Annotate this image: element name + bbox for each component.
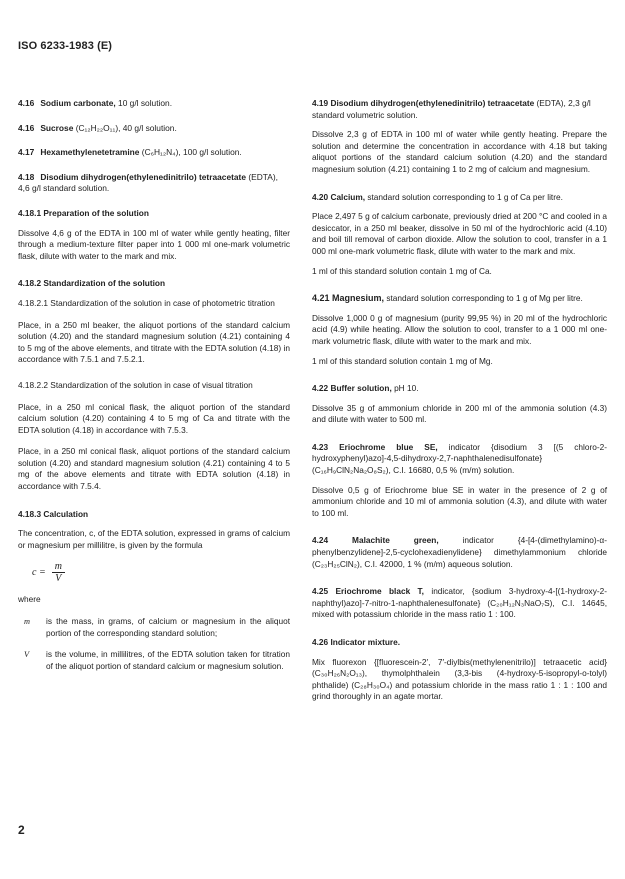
definition-v	[18, 649, 290, 672]
section-4-19	[312, 98, 607, 176]
section-text: (C₆H₁₂N₄), 100 g/l solution.	[139, 147, 242, 158]
definition-text: is the mass, in grams, of calcium or magnesium in the aliquot portion of the corresponding standard solution;	[46, 616, 290, 638]
section-title: Sodium carbonate,	[40, 98, 116, 108]
paragraph: Dissolve 2,3 g of EDTA in 100 ml of water while gently heating. Prepare the solution and determine the concentration in accordance with 4.18 but taking aliquot portions of the standard calcium solution (4.20) and the standard magnesium solution (4.21) containing 1 to 2 mg of calcium and magnesium.	[312, 129, 607, 174]
formula-lhs: c =	[32, 567, 46, 579]
paragraph: 1 ml of this standard solution contain 1 mg of Ca.	[312, 265, 492, 276]
formula	[32, 561, 290, 584]
paragraph: 1 ml of this standard solution contain 1 mg of Mg.	[312, 355, 493, 366]
section-heading	[312, 383, 607, 395]
section-4-15	[18, 98, 290, 110]
section-4-23	[312, 442, 607, 520]
section-title: 4.20 Calcium,	[312, 191, 366, 202]
section-text: standard solution corresponding to 1 g of Mg per litre.	[384, 293, 583, 304]
section-heading	[312, 535, 607, 570]
section-number: 4.18	[18, 171, 35, 182]
paragraph: The concentration, c, of the EDTA solution, expressed in grams of calcium or magnesium per millilitre, is given by the formula	[18, 528, 290, 550]
section-heading	[312, 98, 607, 121]
paragraph: Place 2,497 5 g of calcium carbonate, previously dried at 200 °C and cooled in a desiccator, in a 250 ml beaker, dissolve in 50 ml of the hydrochloric acid (4.10) and boil till removal of carbon dioxide. Allow the solution to cool, transfer in a 1 000 ml one-mark volumetric flask, dilute with water to the mark and mix.	[312, 211, 607, 256]
page-number: 2	[18, 823, 25, 837]
section-heading: 4.18.3 Calculation	[18, 508, 89, 519]
subsection-heading: 4.18.2.2 Standardization of the solution in case of visual titration	[18, 379, 253, 390]
where-label: where	[18, 594, 41, 605]
section-heading	[312, 293, 607, 305]
document-header: ISO 6233-1983 (E)	[18, 40, 113, 52]
section-title: 4.19 Disodium dihydrogen(ethylenedinitrilo) tetraacetate	[312, 98, 535, 108]
section-number: 4.16	[18, 98, 35, 108]
section-4-21	[312, 293, 607, 367]
section-4-17	[18, 147, 290, 159]
section-4-18	[18, 172, 290, 195]
definition-symbol: m	[24, 617, 30, 627]
section-text: (C₁₂H₂₂O₁₁), 40 g/l solution.	[73, 122, 177, 133]
right-column	[312, 98, 607, 719]
section-text: indicator, {sodium 3-hydroxy-4-[(1-hydroxy-2-naphthyl)azo]-7-nitro-1-naphthalenesulfonate} (C₂₀H₁₂N₃NaO₇S), C.I. 14645, mixed with potassium chloride in the mass ratio 1 : 100.	[312, 586, 607, 620]
section-heading	[312, 442, 607, 477]
definition-symbol: V	[24, 650, 30, 660]
section-4-25	[312, 586, 607, 621]
section-title: 4.24 Malachite green,	[312, 535, 439, 546]
definition-m	[18, 616, 290, 639]
section-number: 4.16	[18, 122, 35, 133]
section-text: (EDTA), 2,3 g/l standard volumetric solution.	[312, 98, 591, 120]
section-title: Sucrose	[40, 122, 74, 133]
left-column	[18, 98, 290, 688]
section-4-22	[312, 383, 607, 426]
section-text: pH 10.	[391, 383, 419, 394]
formula-numerator: m	[52, 561, 65, 573]
subsection-heading: 4.18.2.1 Standardization of the solution in case of photometric titration	[18, 297, 275, 308]
section-title: Hexamethylenetetramine	[40, 147, 140, 158]
section-heading: 4.18.1 Preparation of the solution	[18, 207, 149, 218]
section-4-20	[312, 192, 607, 278]
paragraph: Dissolve 0,5 g of Eriochrome blue SE in water in the presence of 2 g of ammonium chloride and 10 ml of ammonia solution (4.3), and dilute with water to 100 ml.	[312, 484, 607, 518]
formula-fraction	[52, 561, 65, 584]
section-4-24	[312, 535, 607, 570]
section-heading: 4.18.2 Standardization of the solution	[18, 278, 166, 289]
paragraph: Place, in a 250 ml conical flask, the aliquot portion of the standard calcium solution (4.20) containing 4 to 5 mg of Ca and titrate with the EDTA solution (4.18) in accordance with 7.5.3.	[18, 401, 290, 435]
section-heading	[312, 586, 607, 621]
section-title: 4.21 Magnesium,	[312, 293, 385, 304]
section-heading	[312, 192, 607, 204]
paragraph: Place, in a 250 ml beaker, the aliquot portions of the standard calcium solution (4.20) and the standard magnesium solution (4.21) containing 4 to 5 mg of the above elements, and titrate with the EDTA solution (4.18) in accordance with 7.5.1 and 7.5.2.1.	[18, 319, 290, 365]
section-4-18-1	[18, 208, 290, 262]
paragraph: Dissolve 1,000 0 g of magnesium (purity 99,95 %) in 20 ml of the hydrochloric acid (4.9) while heating. Allow the solution to cool, transfer to a 1 000 ml one-mark volumetric flask, dilute with water to the mark and mix.	[312, 312, 607, 346]
formula-denominator: V	[55, 573, 62, 585]
section-4-16	[18, 123, 290, 135]
section-text: (EDTA), 4,6 g/l standard solution.	[18, 171, 278, 194]
section-text: standard solution corresponding to 1 g of Ca per litre.	[365, 191, 563, 202]
paragraph: Place, in a 250 ml conical flask, aliquot portions of the standard calcium solution (4.20) and standard magnesium solution (4.21) containing 4 to 5 mg of the above elements and titrate with EDTA solution (4.18) in accordance with 7.5.4.	[18, 446, 290, 492]
section-text: indicator {4-[4-(dimethylamino)-α-phenylbenzylidene]-2,5-cyclohexadienylidene} dimethylammonium chloride (C₂₃H₂₅ClN₂), C.I. 42000, 1 % (m/m) aqueous solution.	[312, 535, 607, 569]
paragraph: Dissolve 4,6 g of the EDTA in 100 ml of water while gently heating, filter through a medium-texture filter paper into 1 000 ml one-mark volumetric flask, dilute with water to the mark and mix.	[18, 227, 290, 261]
section-4-26	[312, 637, 607, 703]
section-title: 4.22 Buffer solution,	[312, 383, 392, 394]
section-text: 10 g/l solution.	[115, 98, 173, 108]
section-4-18-3	[18, 509, 290, 673]
section-title: 4.25 Eriochrome black T,	[312, 586, 424, 597]
section-number: 4.17	[18, 147, 35, 158]
section-4-18-2	[18, 278, 290, 492]
section-title: Disodium dihydrogen(ethylenedinitrilo) tetraacetate	[40, 171, 246, 182]
section-title: 4.26 Indicator mixture.	[312, 637, 401, 647]
paragraph: Mix fluorexon {[fluorescein-2′, 7′-diylbis(methylenenitrilo)] tetraacetic acid} (C₃₀H₂₆N₂O₁₃), thymolphthalein (3,3-bis (4-hydroxy-5-isopropyl-o-tolyl) phthalide) (C₂₈H₃₀O₄) and potassium chloride in the mass ratio 1 : 1 : 100 and grind thoroughly in an agate mortar.	[312, 656, 607, 702]
paragraph: Dissolve 35 g of ammonium chloride in 200 ml of the ammonia solution (4.3) and dilute with water to 500 ml.	[312, 402, 607, 425]
definition-text: is the volume, in millilitres, of the EDTA solution taken for titration of the aliquot portion of standard calcium or magnesium solution.	[46, 649, 290, 671]
section-heading	[312, 637, 607, 649]
section-title: 4.23 Eriochrome blue SE,	[312, 441, 438, 452]
section-text: indicator {disodium 3 [(5 chloro-2-hydroxyphenyl)azo]-4,5-dihydroxy-2,7-naphthalenedisulfonate} (C₁₆H₉ClN₂Na₂O₈S₂), C.I. 16680, 0,5 % (m/m) solution.	[312, 441, 607, 476]
